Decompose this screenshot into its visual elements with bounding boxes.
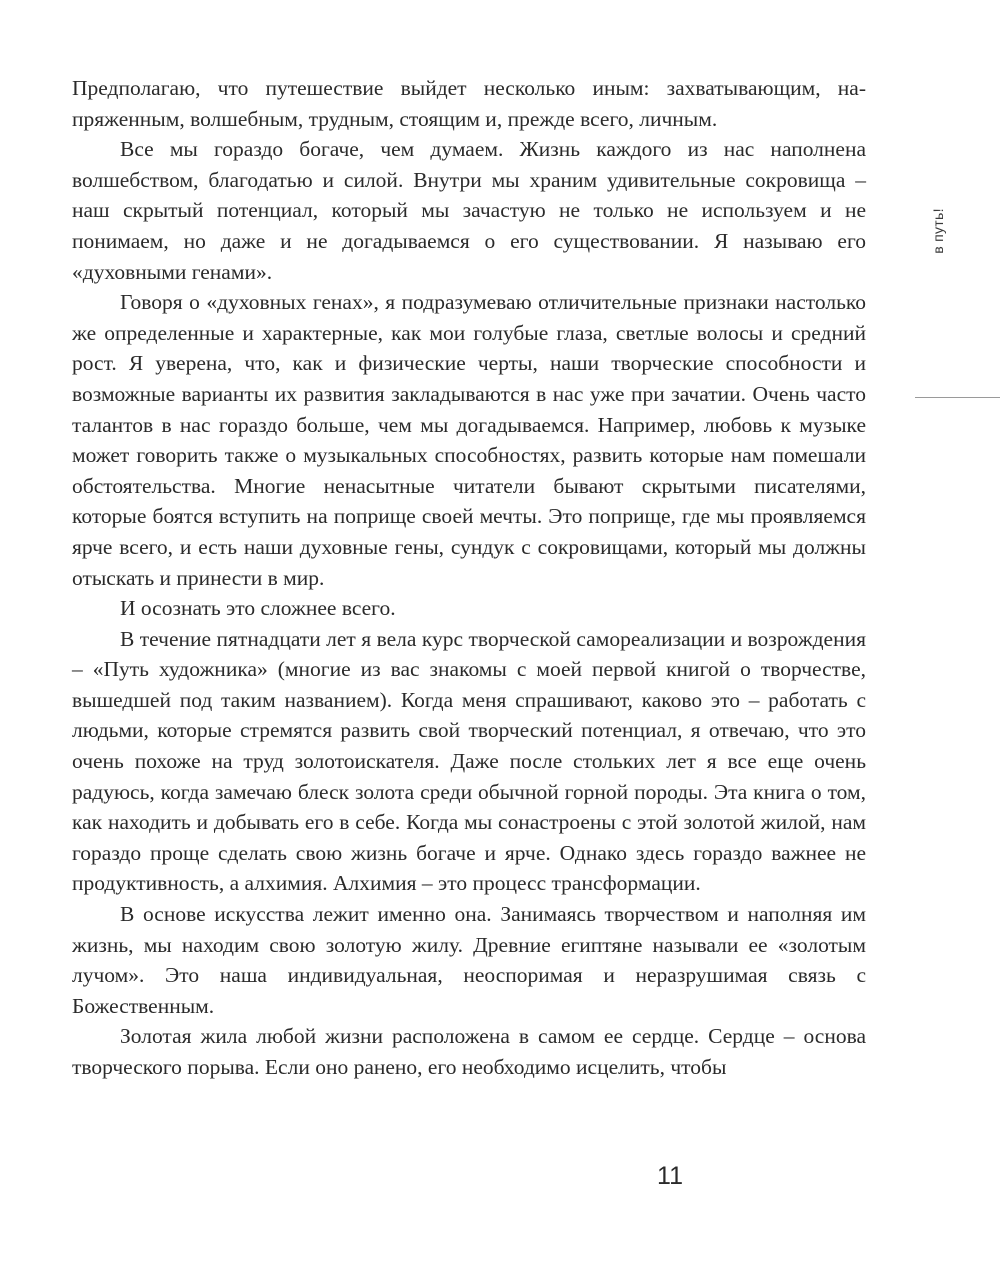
page-number: 11 [657,1162,683,1190]
paragraph: В течение пятнадцати лет я вела курс творческой самореализации и возрождения – «Путь художника» (многие из вас знакомы с моей первой книгой о творчестве, вышедшей под таким названием). Когда меня спрашивают, каково это – работать с людьми, которые стремятся развить свой творческий потенциал, я отвечаю, что это очень похоже на труд золотоискателя. Даже после стольких лет я все еще очень радуюсь, когда замечаю блеск золота среди обычной горной породы. Эта книга о том, как находить и добывать его в себе. Когда мы сонастроены с этой золотой жилой, нам гораздо проще сделать свою жизнь богаче и ярче. Однако здесь гораздо важнее не продуктивность, а алхимия. Алхимия – это процесс трансформации. [72,626,866,896]
running-head-text: в путь! [930,208,946,254]
paragraph: И осознать это сложнее всего. [120,596,396,621]
running-head-rule [915,397,1000,398]
paragraph: Все мы гораздо богаче, чем думаем. Жизнь каждого из нас наполнена волшебством, благодатью и силой. Внутри мы храним удивительные сокровища – наш скрытый потенциал, который мы зачастую не только не используем и не понимаем, но даже и не догадываемся о его существовании. Я называю его «духовными генами». [72,137,866,284]
paragraph: Говоря о «духовных генах», я подразумеваю отличительные признаки настолько же определенные и характерные, как мои голубые глаза, светлые волосы и средний рост. Я уверена, что, как и физические черты, наши творческие способности и возможные варианты их развития закладываются в нас уже при зачатии. Очень часто талантов в нас гораздо больше, чем мы догадываемся. Например, любовь к музыке может говорить также о музыкальных способностях, развить которые нам помешали обстоятельства. Многие ненасытные читатели бывают скрытыми писателями, которые боятся вступить на поприще своей мечты. Это поприще, где мы проявляемся ярче всего, и есть наши духовные гены, сундук с сокровищами, который мы должны отыскать и принести в мир. [72,290,866,590]
running-head [928,200,948,262]
paragraph: Золотая жила любой жизни расположена в самом ее сердце. Сердце – основа творческого порыва. Если оно ранено, его необходимо исцелить, чтобы [72,1024,866,1079]
body-text [72,73,866,1083]
paragraph: В основе искусства лежит именно она. Занимаясь творчеством и наполняя им жизнь, мы находим свою золотую жилу. Древние египтяне называли ее «золотым лучом». Это наша индивидуальная, неоспоримая и неразрушимая связь с Божественным. [72,902,866,1018]
paragraph: Предполагаю, что путешествие выйдет несколько иным: захватывающим, напряженным, волшебным, трудным, стоящим и, прежде всего, личным. [72,76,866,131]
